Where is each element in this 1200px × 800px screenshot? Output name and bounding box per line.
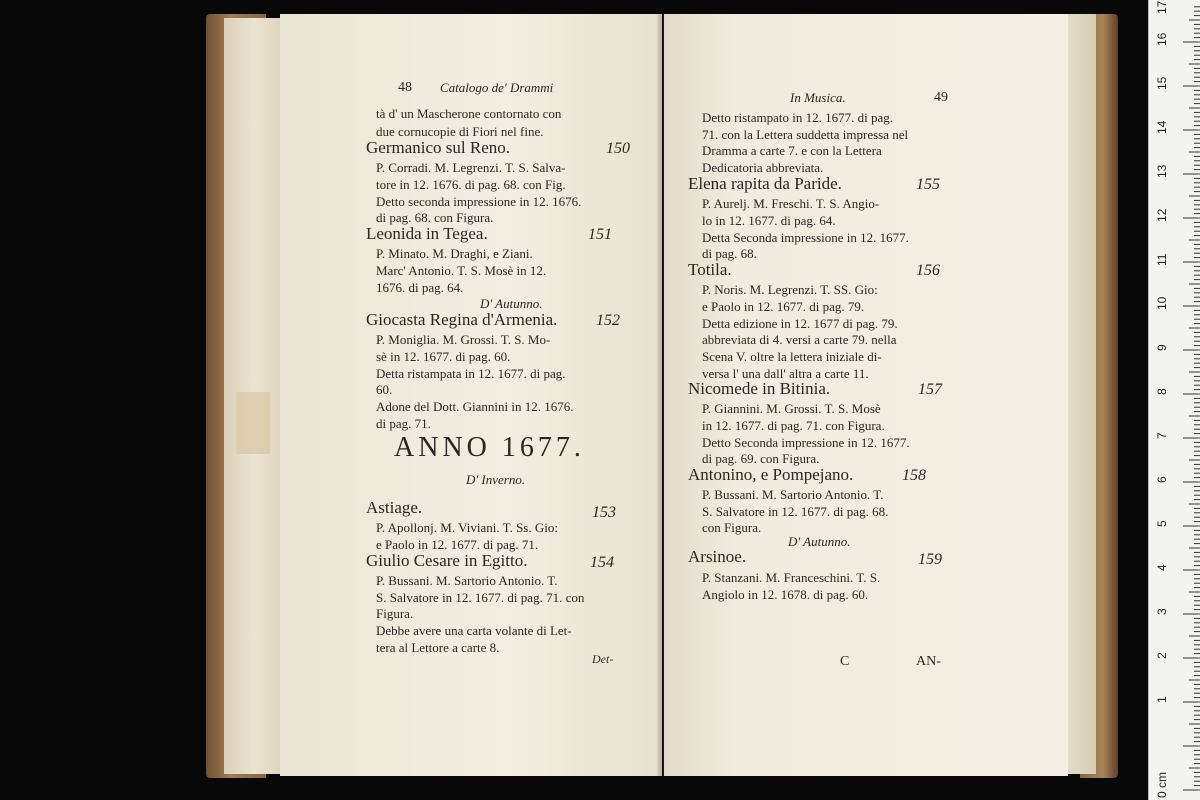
text-line: Dedicatoria abbreviata. (702, 160, 824, 175)
repair-tape (236, 392, 270, 454)
entry-title: Totila. (688, 260, 732, 279)
text-line: sè in 12. 1677. di pag. 60. (376, 349, 511, 364)
season-heading: D' Autunno. (788, 534, 851, 549)
text-line: due cornucopie di Fiori nel fine. (376, 124, 544, 139)
text-line: Detta Seconda impressione in 12. 1677. (702, 230, 909, 245)
text-line: tà d' un Mascherone contornato con (376, 106, 562, 121)
entry-number: 151 (588, 226, 612, 243)
signature-mark: C (840, 654, 850, 669)
entry-number: 150 (606, 140, 630, 157)
entry-title: Elena rapita da Paride. (688, 174, 842, 193)
text-line: Marc' Antonio. T. S. Mosè in 12. (376, 263, 547, 278)
entry-title: Astiage. (366, 498, 423, 517)
text-line: Dramma a carte 7. e con la Lettera (702, 143, 882, 158)
ruler-mark: 11 (1155, 253, 1169, 266)
ruler-mark: 1 (1155, 696, 1169, 703)
entry-number: 153 (592, 504, 616, 521)
text-line: P. Minato. M. Draghi, e Ziani. (376, 246, 533, 261)
ruler-mark: 2 (1155, 652, 1169, 659)
text-line: Adone del Dott. Giannini in 12. 1676. (376, 399, 574, 414)
text-line: P. Bussani. M. Sartorio Antonio. T. (376, 573, 558, 588)
entry-number: 159 (918, 551, 942, 568)
text-line: e Paolo in 12. 1677. di pag. 71. (376, 537, 539, 552)
right-running-title: In Musica. (790, 90, 846, 105)
ruler-mark: 15 (1155, 76, 1169, 90)
text-line: P. Moniglia. M. Grossi. T. S. Mo- (376, 332, 551, 347)
text-line: abbreviata di 4. versi a carte 79. nella (702, 332, 897, 347)
ruler-mark: 6 (1155, 476, 1169, 483)
text-line: 60. (376, 382, 393, 397)
text-line: di pag. 68. con Figura. (376, 210, 494, 225)
text-line: P. Aurelj. M. Freschi. T. S. Angio- (702, 196, 880, 211)
text-line: 1676. di pag. 64. (376, 280, 464, 295)
entry-number: 155 (916, 176, 940, 193)
ruler-unit-label: 0 cm (1155, 771, 1169, 798)
text-line: P. Bussani. M. Sartorio Antonio. T. (702, 487, 884, 502)
text-line: in 12. 1677. di pag. 71. con Figura. (702, 418, 885, 433)
ruler-mark: 3 (1155, 608, 1169, 615)
text-line: P. Apollonj. M. Viviani. T. Ss. Gio: (376, 520, 558, 535)
entry-title: Giocasta Regina d'Armenia. (366, 310, 558, 329)
ruler-mark: 9 (1155, 344, 1169, 351)
text-line: tore in 12. 1676. di pag. 68. con Fig. (376, 177, 566, 192)
ruler-mark: 16 (1155, 32, 1169, 46)
entry-number: 154 (590, 554, 614, 571)
text-line: P. Giannini. M. Grossi. T. S. Mosè (702, 401, 881, 416)
text-line: lo in 12. 1677. di pag. 64. (702, 213, 836, 228)
text-line: P. Stanzani. M. Franceschini. T. S. (702, 570, 881, 585)
text-line: di pag. 71. (376, 416, 431, 431)
ruler-mark: 5 (1155, 520, 1169, 527)
text-line: Figura. (376, 606, 414, 621)
entry-title: Germanico sul Reno. (366, 138, 510, 157)
text-line: P. Noris. M. Legrenzi. T. SS. Gio: (702, 282, 878, 297)
entry-title: Antonino, e Pompejano. (688, 465, 854, 484)
season-heading: D' Inverno. (466, 472, 526, 487)
measuring-ruler (1148, 0, 1200, 800)
left-page (280, 14, 662, 776)
text-line: e Paolo in 12. 1677. di pag. 79. (702, 299, 865, 314)
ruler-mark: 13 (1155, 164, 1169, 178)
ruler-mark: 4 (1155, 564, 1169, 571)
ruler-mark: 7 (1155, 432, 1169, 439)
entry-title: Arsinoe. (688, 547, 747, 566)
catchword: Det- (592, 652, 614, 666)
ruler-mark: 14 (1155, 120, 1169, 134)
ruler-mark: 10 (1155, 296, 1169, 310)
text-line: S. Salvatore in 12. 1677. di pag. 71. con (376, 590, 585, 605)
text-line: Detto ristampato in 12. 1677. di pag. (702, 110, 894, 125)
entry-number: 156 (916, 262, 940, 279)
right-page-number: 49 (934, 90, 948, 105)
entry-title: Leonida in Tegea. (366, 224, 488, 243)
year-heading: ANNO 1677. (394, 432, 585, 463)
ruler-mark: 8 (1155, 388, 1169, 395)
text-line: Debbe avere una carta volante di Let- (376, 623, 572, 638)
text-line: P. Corradi. M. Legrenzi. T. S. Salva- (376, 160, 566, 175)
text-line: Detto seconda impressione in 12. 1676. (376, 194, 582, 209)
entry-title: Giulio Cesare in Egitto. (366, 551, 528, 570)
entry-number: 157 (918, 381, 942, 398)
catchword: AN- (916, 654, 941, 669)
entry-title: Nicomede in Bitinia. (688, 379, 831, 398)
ruler-mark: 12 (1155, 208, 1169, 222)
text-line: di pag. 69. con Figura. (702, 451, 820, 466)
text-line: Detto Seconda impressione in 12. 1677. (702, 435, 910, 450)
text-line: versa l' una dall' altra a carte 11. (702, 366, 869, 381)
text-line: di pag. 68. (702, 246, 757, 261)
left-running-title: Catalogo de' Drammi (440, 80, 554, 95)
text-line: tera al Lettore a carte 8. (376, 640, 500, 655)
text-line: 71. con la Lettera suddetta impressa nel (702, 127, 909, 142)
season-heading: D' Autunno. (480, 296, 543, 311)
text-line: Angiolo in 12. 1678. di pag. 60. (702, 587, 869, 602)
text-line: Detta edizione in 12. 1677 di pag. 79. (702, 316, 898, 331)
right-page (664, 14, 1068, 776)
left-page-number: 48 (398, 80, 412, 95)
text-line: S. Salvatore in 12. 1677. di pag. 68. (702, 504, 889, 519)
ruler-mark: 17 (1155, 0, 1169, 14)
entry-number: 152 (596, 312, 620, 329)
entry-number: 158 (902, 467, 926, 484)
text-line: con Figura. (702, 520, 762, 535)
text-line: Detta ristampata in 12. 1677. di pag. (376, 366, 566, 381)
text-line: Scena V. oltre la lettera iniziale di- (702, 349, 882, 364)
